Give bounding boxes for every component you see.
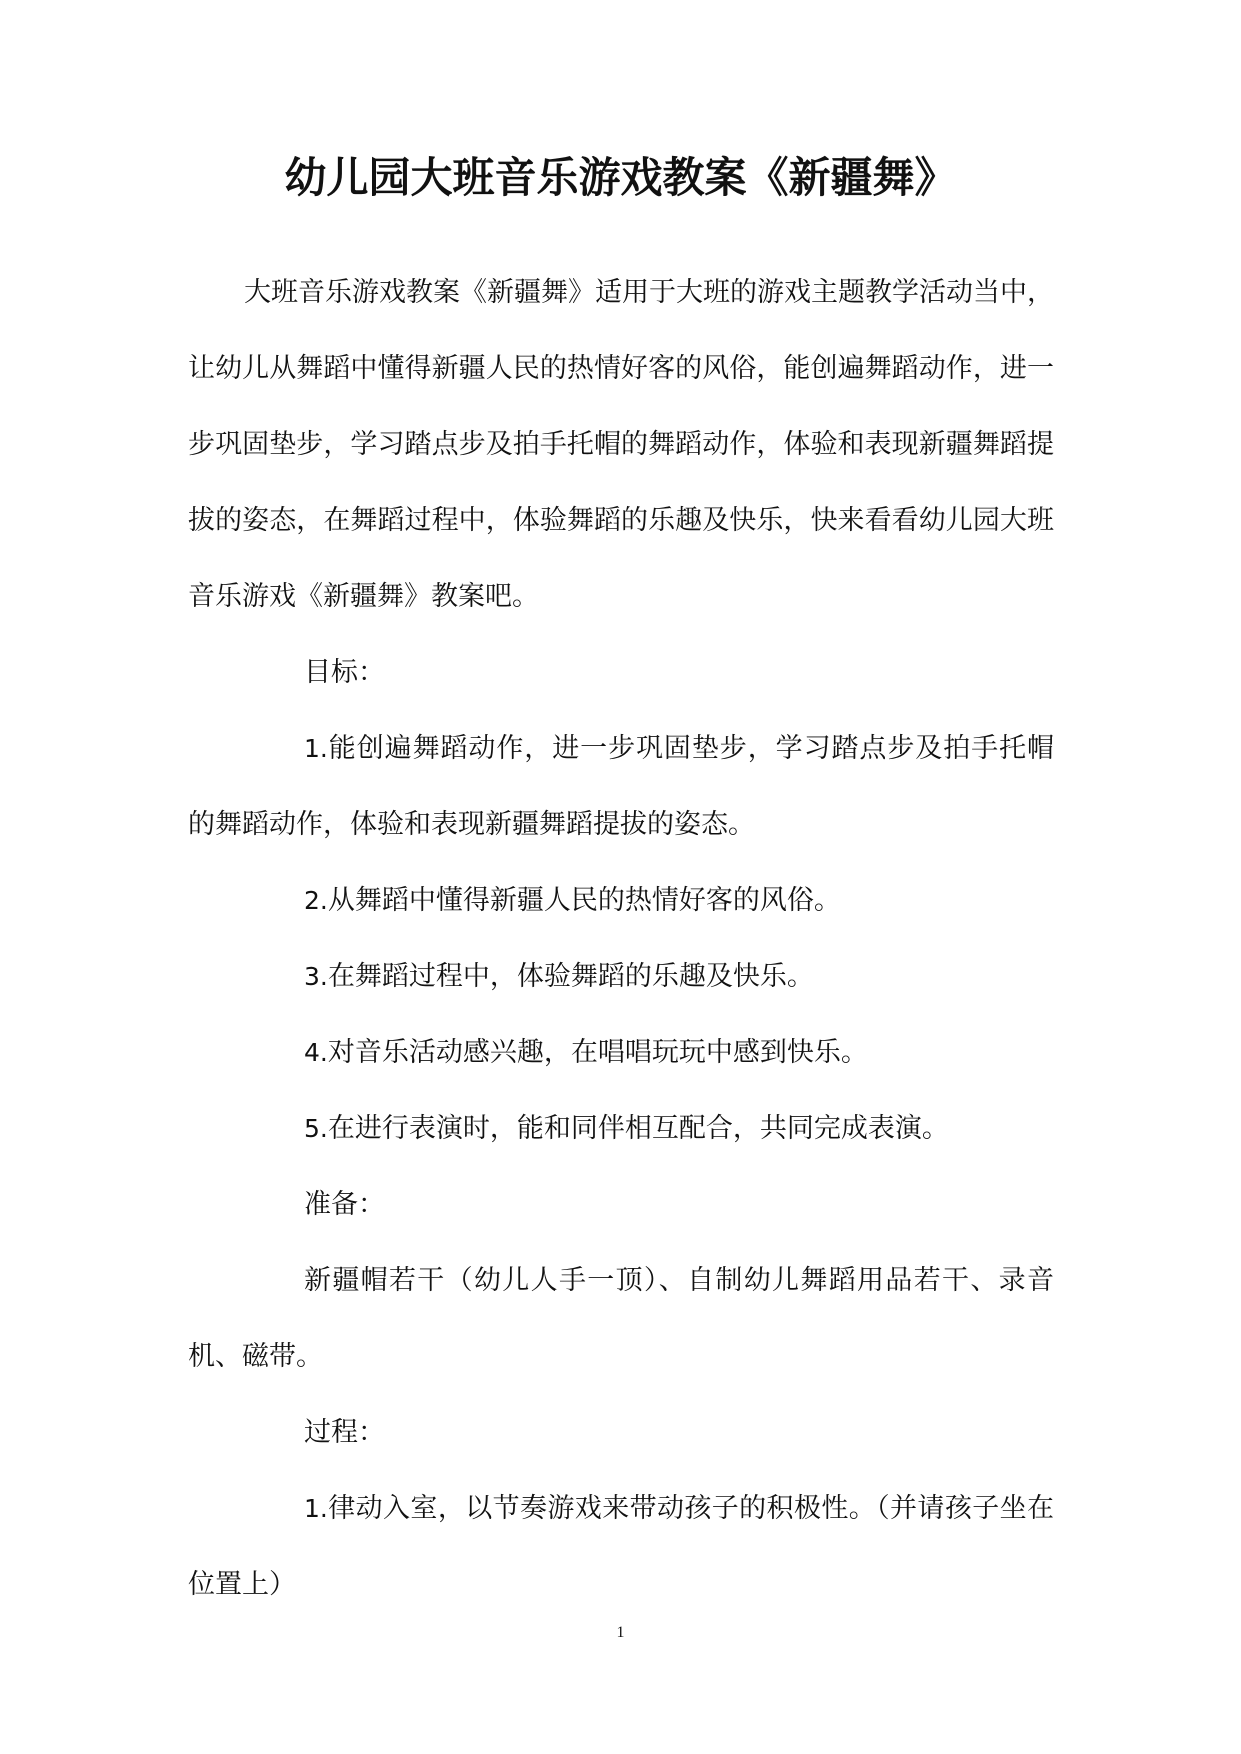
goal-text: 在舞蹈过程中，体验舞蹈的乐趣及快乐。 [327, 961, 814, 992]
goal-number: 5. [304, 1114, 328, 1143]
goal-item-4 [188, 1015, 1054, 1091]
goal-text: 对音乐活动感兴趣，在唱唱玩玩中感到快乐。 [327, 1037, 868, 1068]
goals-heading: 目标： [304, 657, 385, 688]
goal-text: 从舞蹈中懂得新疆人民的热情好客的风俗。 [327, 885, 841, 916]
goal-number: 1. [304, 734, 328, 763]
intro-paragraph: 大班音乐游戏教案《新疆舞》适用于大班的游戏主题教学活动当中，让幼儿从舞蹈中懂得新疆人民的热情好客的风俗，能创遍舞蹈动作，进一步巩固垫步，学习踏点步及拍手托帽的舞蹈动作，体验和表现新疆舞蹈提拔的姿态，在舞蹈过程中，体验舞蹈的乐趣及快乐，快来看看幼儿园大班音乐游戏《新疆舞》教案吧。 [188, 277, 1054, 612]
goal-item-1 [188, 711, 1054, 863]
page-number: 1 [616, 1624, 625, 1641]
page-title: 幼儿园大班音乐游戏教案《新疆舞》 [284, 153, 957, 202]
process-number: 1. [304, 1494, 328, 1523]
goal-number: 4. [304, 1038, 328, 1067]
goal-number: 3. [304, 962, 328, 991]
goal-number: 2. [304, 886, 328, 915]
goal-text: 能创遍舞蹈动作，进一步巩固垫步，学习踏点步及拍手托帽的舞蹈动作，体验和表现新疆舞蹈提拔的姿态。 [188, 733, 1054, 840]
goal-item-3 [188, 939, 1054, 1015]
process-heading: 过程： [304, 1417, 385, 1448]
document-body [188, 255, 1054, 1623]
process-text: 律动入室，以节奏游戏来带动孩子的积极性。（并请孩子坐在位置上） [188, 1493, 1054, 1600]
goal-item-2 [188, 863, 1054, 939]
goal-text: 在进行表演时，能和同伴相互配合，共同完成表演。 [327, 1113, 949, 1144]
goal-item-5 [188, 1091, 1054, 1167]
process-item-1 [188, 1471, 1054, 1623]
prep-paragraph: 新疆帽若干（幼儿人手一顶）、自制幼儿舞蹈用品若干、录音机、磁带。 [188, 1265, 1054, 1372]
prep-heading: 准备： [304, 1189, 385, 1220]
